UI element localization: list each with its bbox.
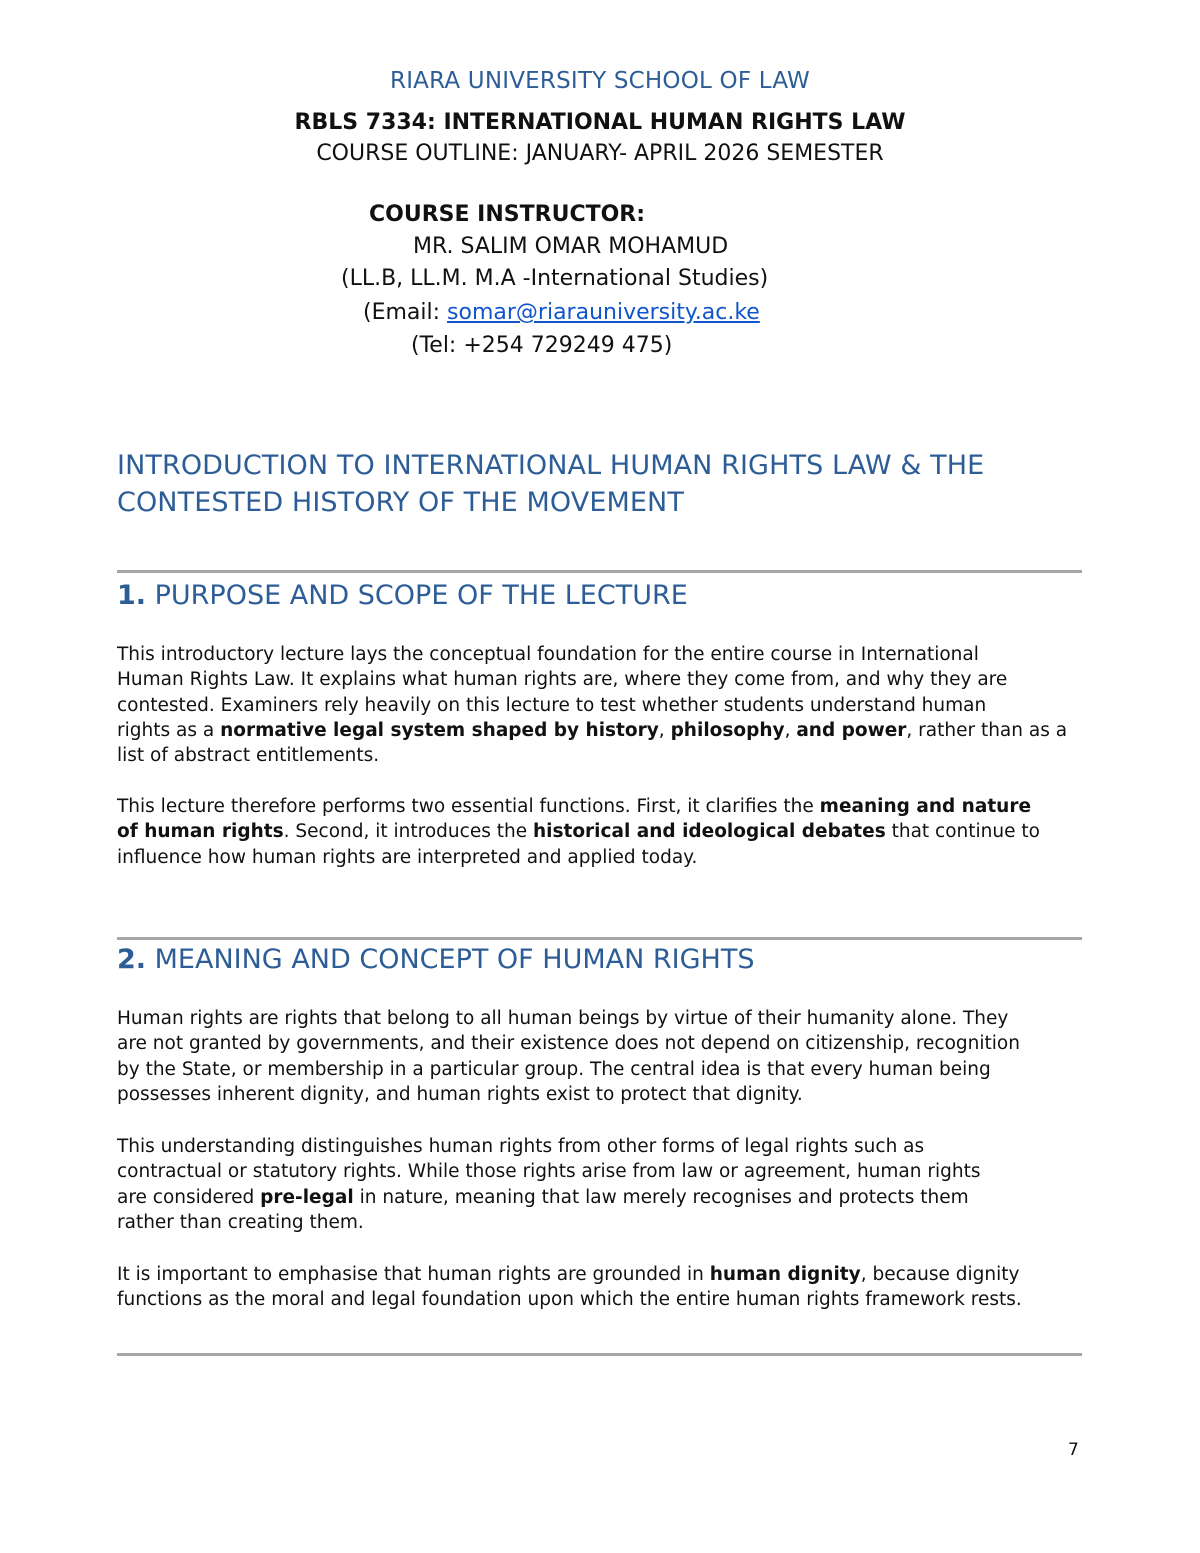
text-run: This lecture therefore performs two essential functions. First, it clarifies the bbox=[117, 796, 820, 817]
text-run: , because dignity bbox=[860, 1264, 1020, 1285]
section-divider bbox=[117, 570, 1082, 573]
emphasis-text: normative legal system shaped by history bbox=[220, 719, 659, 741]
text-line: rather than creating them. bbox=[117, 1211, 364, 1233]
section-1-paragraph-2 bbox=[117, 794, 1077, 870]
section-2-paragraph-3 bbox=[117, 1262, 1077, 1313]
text-line: Human rights are rights that belong to all human beings by virtue of their humanity alone. They bbox=[117, 1008, 1009, 1029]
text-run: in nature, meaning that law merely recognises and protects them bbox=[353, 1186, 969, 1208]
lecture-title: INTRODUCTION TO INTERNATIONAL HUMAN RIGHTS LAW & THE CONTESTED HISTORY OF THE MOVEMENT bbox=[117, 450, 985, 518]
text-run: are considered bbox=[117, 1186, 261, 1208]
text-line: influence how human rights are interpreted and applied today. bbox=[117, 846, 698, 868]
text-line bbox=[117, 794, 1077, 819]
text-line: are not granted by governments, and their existence does not depend on citizenship, recognition bbox=[117, 1033, 1020, 1055]
section-1-title: PURPOSE AND SCOPE OF THE LECTURE bbox=[146, 580, 688, 611]
text-run: , bbox=[784, 719, 797, 741]
text-line bbox=[117, 819, 1077, 844]
text-line: by the State, or membership in a particular group. The central idea is that every human being bbox=[117, 1058, 991, 1080]
text-line: contested. Examiners rely heavily on this lecture to test whether students understand human bbox=[117, 694, 987, 716]
emphasis-text: of human rights bbox=[117, 821, 284, 843]
section-divider bbox=[117, 937, 1082, 940]
text-line: This understanding distinguishes human rights from other forms of legal rights such as bbox=[117, 1136, 925, 1157]
emphasis-text: meaning and nature bbox=[819, 796, 1032, 817]
text-line: list of abstract entitlements. bbox=[117, 745, 380, 767]
instructor-label: COURSE INSTRUCTOR: bbox=[369, 202, 646, 227]
text-line: possesses inherent dignity, and human rights exist to protect that dignity. bbox=[117, 1083, 803, 1105]
text-line: contractual or statutory rights. While those rights arise from law or agreement, human rights bbox=[117, 1161, 981, 1183]
text-line: Human Rights Law. It explains what human rights are, where they come from, and why they are bbox=[117, 669, 1008, 691]
text-line: functions as the moral and legal foundation upon which the entire human rights framework rests. bbox=[117, 1289, 1022, 1311]
section-divider bbox=[117, 1353, 1082, 1356]
emphasis-text: pre-legal bbox=[260, 1186, 354, 1208]
instructor-qualifications: (LL.B, LL.M. M.A -International Studies) bbox=[341, 266, 769, 291]
section-1-paragraph-1 bbox=[117, 642, 1077, 768]
page-number: 7 bbox=[1068, 1440, 1079, 1460]
email-label: (Email: bbox=[363, 300, 448, 325]
text-run: that continue to bbox=[885, 821, 1040, 843]
text-run: , bbox=[658, 719, 671, 741]
email-link[interactable]: somar@riarauniversity.ac.ke bbox=[447, 300, 760, 325]
section-1-number: 1. bbox=[117, 580, 147, 611]
text-line bbox=[117, 1262, 1077, 1287]
emphasis-text: historical and ideological debates bbox=[532, 821, 886, 843]
section-2-number: 2. bbox=[117, 944, 147, 975]
instructor-email-line bbox=[363, 300, 760, 325]
text-run: rights as a bbox=[117, 719, 221, 741]
text-run: It is important to emphasise that human rights are grounded in bbox=[117, 1264, 710, 1285]
emphasis-text: philosophy bbox=[670, 719, 785, 741]
course-code-title: RBLS 7334: INTERNATIONAL HUMAN RIGHTS LAW bbox=[294, 110, 906, 135]
instructor-phone: (Tel: +254 729249 475) bbox=[411, 333, 673, 358]
university-name: RIARA UNIVERSITY SCHOOL OF LAW bbox=[390, 68, 810, 94]
emphasis-text: and power bbox=[796, 719, 907, 741]
text-run: . Second, it introduces the bbox=[283, 821, 533, 843]
emphasis-text: human dignity bbox=[709, 1264, 861, 1285]
instructor-name: MR. SALIM OMAR MOHAMUD bbox=[413, 234, 729, 259]
text-line bbox=[117, 1185, 1077, 1210]
text-line: This introductory lecture lays the conceptual foundation for the entire course in International bbox=[117, 644, 979, 665]
section-2-heading bbox=[117, 944, 754, 975]
course-outline-heading: COURSE OUTLINE: JANUARY- APRIL 2026 SEMESTER bbox=[316, 141, 884, 166]
section-2-paragraph-1 bbox=[117, 1006, 1077, 1107]
section-2-paragraph-2 bbox=[117, 1134, 1077, 1235]
section-2-title: MEANING AND CONCEPT OF HUMAN RIGHTS bbox=[146, 944, 755, 975]
section-1-heading bbox=[117, 580, 688, 611]
text-line bbox=[117, 718, 1077, 743]
text-run: , rather than as a bbox=[906, 719, 1068, 741]
